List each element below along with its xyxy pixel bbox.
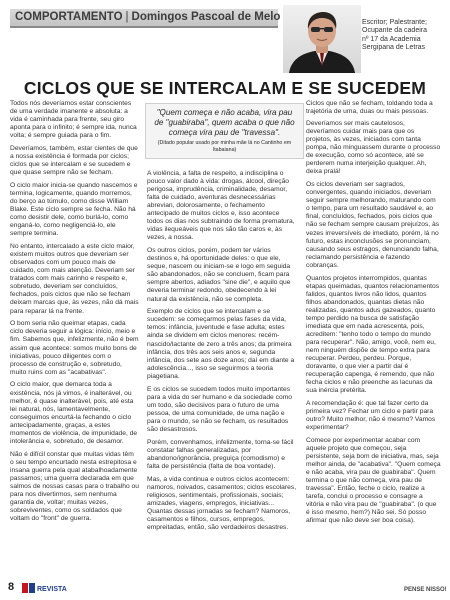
author-bio-line: Sergipana de Letras — [362, 44, 426, 52]
paragraph: Exemplo de ciclos que se intercalam e se sucedem: se começarmos pelas fases da vida, temos: infância, juventude e fase adulta; estes ainda se dividem em ciclos menores: recém-nascido/lactante de zero a três anos; da primeira infância, dos três aos seis anos e, segunda infância, dos sete aos doze anos; daí em diante a adolescência..., isso se seguirmos a teoria piagetiana. — [147, 308, 295, 380]
page-footer — [8, 581, 100, 595]
author-bio — [362, 19, 444, 53]
page-number: 8 — [8, 581, 15, 593]
pull-quote-text: "Quem começa e não acaba, vira pau de "guabiraba", quem acaba o que não começa vira pau de "travessa". — [154, 108, 295, 137]
author-bio-line: nº 17 da Academia — [362, 35, 421, 43]
paragraph: Deveríamos ser mais cautelosos, deveríamos cuidar mais para que os projetos, às vezes, iniciados com tanta pompa, não minguassem durante o processo de execução, como só acontece, até se perderem numa interjeição qualquer. Ah, deixa pralá! — [306, 120, 441, 176]
section-header — [10, 9, 281, 28]
paragraph: A violência, a falta de respeito, a indisciplina o pouco valor dado à vida: drogas, álcool, direção perigosa, imprudência, criminalidade, desamor, falta de cuidado, aventuras desnecessárias abrevian, dolorosamente, o fechamento antecipado de muitos ciclos e, isso acontece todos os dias nos subtraindo de forma prematura, vidas ilequeáveis que nos são tão caros e, às vezes, a nossa. — [147, 170, 295, 242]
paragraph: O ciclo maior, que demarca toda a existência, nós já vimos, é inalterável, ou melhor, é quase inalterável, pois, até esta lei natural, nós, lamentavelmente, conseguimos encurtá-la fechando o ciclo antecipadamente, graças, a estes momentos de violência, de impunidade, de intolerância e, sobretudo, de desamor. — [10, 381, 138, 445]
paragraph: A recomendação é: que tal fazer certo da primeira vez? Fechar um ciclo e partir para outro? Muito melhor, não é mesmo? Vamos experimentar? — [306, 400, 436, 432]
paragraph: Quantos projetos interrompidos, quantas etapas queimadas, quantos relacionamentos falidos, quantos livros não lidos, quantos filhos abandonados, quantas dietas não realizadas, quantos adus gazeados, quanto tempo perdido na busca de satisfação imediata que em nada acrescenta, pois, acreditem: "tenho todo o tempo do mundo para recuperar". Não, amigo, você, nem eu, nem ninguém dispõe de tempo extra para recuperar. Perdeu, perdeu. Porque, doravante, o que vier a partir daí é recuperação capenga, é remendo, que não fecha ciclos e não preenche as lacunas da sua inércia pretérita. — [306, 274, 440, 395]
article-column-right — [306, 100, 441, 530]
article-title: CICLOS QUE SE INTERCALAM E SE SUCEDEM — [23, 78, 427, 98]
author-bio-line: Ocupante da cadeira — [362, 27, 427, 35]
paragraph: No entanto, intercalado a este ciclo maior, existem muitos outros que deveriam ser observados com um pouco mais de cuidado, com mais atenção. Deveriam ser tratados com mais carinho e respeito e, sobretudo, deveriam ser concluídos, fechados, pois ciclos que não se fecham deixam marcas que, às vezes, não dá mais para reparar lá na frente. — [10, 243, 139, 315]
author-portrait — [283, 5, 361, 73]
sign-off: PENSE NISSO! — [404, 587, 447, 593]
paragraph: Os outros ciclos, porém, podem ter vários destinos e, há oportunidade deles: o que ele, seque, nascem ou iniciam-se e logo em seguida são abandonados, não se concluem, ficam para sempre abertos, adiados "sine die", e aquilo que deveria terminar redondo, obedecendo à lei natural da existência, não se completa. — [147, 247, 291, 303]
paragraph: Ciclos que não se fecham, toldando toda a trajetória de uma, duas ou mais pessoas. — [306, 100, 433, 116]
paragraph: Mas, a vida continua e outros ciclos acontecem: namoros, noivados, casamentos; ciclos escolares, religiosos, sentimentais, profissionais, sociais; amizades, viagens, empregos, iniciativas... Quantas dessas jornadas se fecham? Namoros, casamentos e filhos, cursos, empregos, empreitadas, então, são verdadeiros desastres. — [147, 475, 297, 531]
paragraph: Porém, convenhamos, infelizmente, torna-se fácil constatar falhas generalizadas, por abandono/ignorância, preguiça (comodismo) e falta de persistência (falta de boa vontade). — [147, 438, 294, 470]
pull-quote — [145, 103, 304, 159]
paragraph: Não é difícil constar que muitas vidas têm o seu tempo encurtado nesta estrepitosa e insana guerra pela qual atabalhoadamente passamos; uma guerra declarada em que salmos de nossas casas para o trabalho ou para nos divertirmos, sem nenhuma garantia de, voltar; muitas vezes, sobreviventes, como os soldados que voltam do "front" de guerra. — [10, 450, 139, 523]
section-name: COMPORTAMENTO — [15, 11, 123, 23]
article-column-middle — [147, 170, 297, 537]
paragraph: Todos nós deveríamos estar conscientes de uma verdade imanente e absoluta: a vida é caminhada para frente, seu giro aponta para o infinito; é sempre ida, nunca volta; é sempre guiada para o fim. — [10, 100, 137, 140]
paragraph: Deveríamos, também, estar cientes de que a nossa existência é formada por ciclos; ciclos que se intercalam e se sucedem e que quase sempre não se fecham. — [10, 145, 138, 177]
publication-name: REVISTA — [37, 586, 67, 593]
paragraph: O bom seria não queimar etapas, cada ciclo deveria seguir a lógica: início, meio e fim. Sabemos que, infelizmente, não é bem assim que acontece: somos muito bons de iniciativas, pouco diligentes com o processo de construção e, sobretudo, muito ruins com as "acabativas". — [10, 320, 139, 376]
pull-quote-source: (Ditado popular usado por minha mãe lá no Cantinho em Itabaiana) — [157, 140, 292, 154]
paragraph: Comece por experimentar acabar com aquele projeto que começou, seja persistente, seja bom de iniciativa, mas, seja melhor ainda, de "acabativa". "Quem começa e não acaba, vira pau de guabiraba". Quem termina o que não começa, vira pau de travessa". Então, feche o ciclo, realize a tarefa, conclui o processo e consagre a vitória e não vira pau de "guabiraba". (o que é isso mesmo, hem?) Não sei. Só posso afirmar que não deve ser boa coisa). — [306, 437, 441, 525]
magazine-logo — [22, 583, 86, 593]
paragraph: E os ciclos se sucedem todos muito importantes para a vida do ser humano e da sociedade como um todo, são decisivos para o futuro de uma pessoa, de uma comunidade, de uma nação e para o mundo, se não se fecham, os resultados são desastrosos. — [147, 385, 292, 433]
paragraph: O ciclo maior inicia-se quando nascemos e termina, logicamente, quando morremos, do berço ao túmulo, como disse William Blake. Este ciclo sempre se fecha. Não há como desistir dele, como burlá-lo, como enganá-lo, como negligenciá-lo, ele sempre termina. — [10, 182, 138, 238]
paragraph: Os ciclos deveriam ser sagrados, convergentes, quando iniciados, deveriam seguir sempre melhorando, maturando com o tempo, para um resultado saudável e, ao final, concluídos, fechados, pois ciclos que não se fecham sempre causam prejuízos, às vezes irreversíveis de imediato, porém, lá no futuro, estas inconclusões se pronunciam, causando seus estragos, denunciando falha, reclamando persistência e fazendo cobranças. — [306, 181, 440, 269]
author-name: Domingos Pascoal de Melo — [131, 11, 281, 23]
header-separator: | — [125, 11, 129, 23]
article-column-left — [10, 100, 139, 528]
author-bio-line: Escritor; Palestrante; — [362, 19, 427, 26]
